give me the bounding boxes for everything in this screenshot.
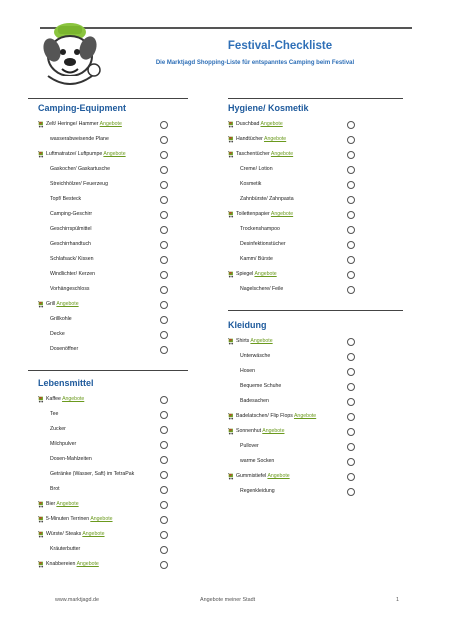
- item-text: Geschirrspülmittel: [50, 226, 92, 232]
- checkbox-circle[interactable]: [160, 226, 168, 234]
- item-label: [46, 557, 99, 572]
- checkbox-circle[interactable]: [160, 136, 168, 144]
- shopping-cart-icon: [38, 561, 45, 568]
- item-label: [46, 527, 105, 542]
- checklist-item: [38, 527, 178, 542]
- section-title-hygiene: Hygiene/ Kosmetik: [228, 103, 309, 113]
- offers-link[interactable]: Angebote: [267, 473, 290, 479]
- checkbox-circle[interactable]: [160, 441, 168, 449]
- checkbox-circle[interactable]: [160, 456, 168, 464]
- shopping-cart-icon: [38, 516, 45, 523]
- item-label: [50, 312, 72, 327]
- item-label: [240, 484, 275, 499]
- item-label: [46, 117, 122, 132]
- item-label: [50, 162, 110, 177]
- item-text: Kamm/ Bürste: [240, 256, 273, 262]
- checklist-item: [38, 327, 178, 342]
- section-title-camping: Camping-Equipment: [38, 103, 126, 113]
- checkbox-circle[interactable]: [160, 121, 168, 129]
- offers-link[interactable]: Angebote: [82, 531, 105, 537]
- item-label: [50, 407, 58, 422]
- item-text: Grill: [46, 301, 56, 307]
- checkbox-circle[interactable]: [347, 473, 355, 481]
- item-text: Bequeme Schuhe: [240, 383, 282, 389]
- item-text: Trockenshampoo: [240, 226, 280, 232]
- item-label: [240, 394, 269, 409]
- checklist-item: [228, 484, 373, 499]
- checkbox-circle[interactable]: [160, 256, 168, 264]
- item-text: Schlafsack/ Kissen: [50, 256, 94, 262]
- checklist-item: [228, 334, 373, 349]
- item-text: Tee: [50, 411, 59, 417]
- checklist-item: [38, 222, 178, 237]
- item-text: Dosen-Mahlzeiten: [50, 456, 92, 462]
- item-label: [240, 379, 281, 394]
- item-label: [240, 162, 273, 177]
- checkbox-circle[interactable]: [160, 166, 168, 174]
- checklist-item: [38, 267, 178, 282]
- checkbox-circle[interactable]: [347, 443, 355, 451]
- checklist-item: [228, 424, 373, 439]
- shopping-cart-icon: [228, 211, 235, 218]
- checklist-item: [38, 132, 178, 147]
- checklist-item: [228, 177, 373, 192]
- checkbox-circle[interactable]: [160, 471, 168, 479]
- checklist-item: [228, 469, 373, 484]
- checkbox-circle[interactable]: [160, 531, 168, 539]
- checklist-item: [228, 147, 373, 162]
- section-title-lebensmittel: Lebensmittel: [38, 378, 94, 388]
- checkbox-circle[interactable]: [160, 316, 168, 324]
- item-label: [50, 222, 92, 237]
- item-label: [236, 409, 316, 424]
- item-text: wasserabweisende Plane: [50, 136, 109, 142]
- offers-link[interactable]: Angebote: [76, 561, 99, 567]
- shopping-cart-icon: [38, 151, 45, 158]
- item-label: [240, 282, 283, 297]
- offers-link[interactable]: Angebote: [263, 136, 287, 142]
- checkbox-circle[interactable]: [160, 286, 168, 294]
- section-rule-lebensmittel: [28, 370, 188, 371]
- checkbox-circle[interactable]: [347, 166, 355, 174]
- checkbox-circle[interactable]: [347, 211, 355, 219]
- offers-link[interactable]: Angebote: [270, 151, 294, 157]
- item-label: [50, 422, 66, 437]
- checklist-item: [38, 497, 178, 512]
- footer-left[interactable]: www.marktjagd.de: [55, 597, 100, 603]
- item-label: [50, 452, 92, 467]
- item-text: Camping-Geschirr: [50, 211, 93, 217]
- checkbox-circle[interactable]: [347, 151, 355, 159]
- checklist-item: [38, 252, 178, 267]
- checkbox-circle[interactable]: [347, 353, 355, 361]
- checklist-item: [228, 394, 373, 409]
- item-text: Bier: [46, 501, 56, 507]
- offers-link[interactable]: Angebote: [56, 301, 79, 307]
- item-text: Duschbad: [236, 121, 260, 127]
- item-text: Pullover: [240, 443, 259, 449]
- checkbox-circle[interactable]: [347, 488, 355, 496]
- item-text: Unterwäsche: [240, 353, 271, 359]
- item-label: [236, 334, 273, 349]
- offers-link[interactable]: Angebote: [62, 396, 85, 402]
- checklist-item: [38, 147, 178, 162]
- shopping-cart-icon: [228, 121, 235, 128]
- section-rule-kleidung: [228, 310, 403, 311]
- item-label: [50, 252, 94, 267]
- item-label: [50, 237, 91, 252]
- shopping-cart-icon: [228, 338, 235, 345]
- item-text: Luftmatratze/ Luftpumpe: [46, 151, 103, 157]
- checklist-item: [228, 252, 373, 267]
- item-label: [50, 267, 95, 282]
- section-rule-camping: [28, 98, 188, 99]
- checklist-item: [38, 312, 178, 327]
- item-text: Zahnbürste/ Zahnpasta: [240, 196, 294, 202]
- item-text: Desinfektionstücher: [240, 241, 286, 247]
- checklist-item: [38, 422, 178, 437]
- item-text: Topf/ Besteck: [50, 196, 82, 202]
- checklist-item: [38, 512, 178, 527]
- item-label: [240, 177, 261, 192]
- checkbox-circle[interactable]: [160, 181, 168, 189]
- item-label: [50, 192, 81, 207]
- item-label: [46, 497, 79, 512]
- checkbox-circle[interactable]: [347, 286, 355, 294]
- checklist-item: [38, 237, 178, 252]
- checkbox-circle[interactable]: [160, 411, 168, 419]
- section-lebensmittel: [38, 378, 178, 572]
- checkbox-circle[interactable]: [347, 136, 355, 144]
- checkbox-circle[interactable]: [160, 241, 168, 249]
- item-label: [240, 222, 280, 237]
- footer-page-number: 1: [396, 597, 399, 603]
- item-label: [240, 349, 270, 364]
- checkbox-circle[interactable]: [160, 151, 168, 159]
- checklist-item: [38, 557, 178, 572]
- offers-link[interactable]: Angebote: [103, 151, 126, 157]
- offers-link[interactable]: Angebote: [99, 121, 122, 127]
- offers-link[interactable]: Angebote: [254, 271, 277, 277]
- checklist-item: [38, 297, 178, 312]
- checkbox-circle[interactable]: [160, 546, 168, 554]
- checkbox-circle[interactable]: [347, 368, 355, 376]
- item-label: [236, 117, 283, 132]
- item-label: [50, 482, 60, 497]
- item-label: [50, 467, 134, 482]
- item-text: Handtücher: [236, 136, 263, 142]
- page-subtitle: Die Marktjagd Shopping-Liste für entspanntes Camping beim Festival: [155, 60, 355, 66]
- item-label: [236, 207, 293, 222]
- shopping-cart-icon: [38, 531, 45, 538]
- checklist-item: [38, 392, 178, 407]
- checkbox-circle[interactable]: [347, 338, 355, 346]
- item-label: [46, 512, 113, 527]
- checkbox-circle[interactable]: [160, 501, 168, 509]
- checkbox-circle[interactable]: [347, 398, 355, 406]
- checklist-item: [228, 364, 373, 379]
- checkbox-circle[interactable]: [160, 516, 168, 524]
- checkbox-circle[interactable]: [160, 211, 168, 219]
- shopping-cart-icon: [38, 121, 45, 128]
- item-text: Würste/ Steaks: [46, 531, 82, 537]
- checkbox-circle[interactable]: [347, 428, 355, 436]
- checklist-item: [228, 207, 373, 222]
- item-label: [50, 542, 80, 557]
- item-text: Zelt/ Heringe/ Hammer: [46, 121, 99, 127]
- item-text: Toilettenpapier: [236, 211, 270, 217]
- item-label: [240, 454, 274, 469]
- item-text: Nagelschere/ Feile: [240, 286, 284, 292]
- item-text: Milchpulver: [50, 441, 77, 447]
- checklist-item: [38, 482, 178, 497]
- item-text: Vorhängeschloss: [50, 286, 90, 292]
- checklist-item: [228, 132, 373, 147]
- item-text: Dosenöffner: [50, 346, 79, 352]
- section-hygiene: [228, 103, 373, 297]
- checklist-item: [228, 237, 373, 252]
- checkbox-circle[interactable]: [347, 383, 355, 391]
- item-text: Brot: [50, 486, 60, 492]
- item-label: [46, 297, 79, 312]
- item-text: 5-Minuten Terrinen: [46, 516, 90, 522]
- item-label: [240, 192, 294, 207]
- checkbox-circle[interactable]: [347, 241, 355, 249]
- checklist-item: [228, 439, 373, 454]
- item-label: [236, 424, 284, 439]
- shopping-cart-icon: [38, 301, 45, 308]
- checkbox-circle[interactable]: [347, 271, 355, 279]
- checkbox-circle[interactable]: [347, 458, 355, 466]
- checklist-item: [228, 379, 373, 394]
- item-text: Knabbereien: [46, 561, 76, 567]
- footer-center: Angebote meiner Stadt: [200, 597, 256, 603]
- checklist-item: [228, 409, 373, 424]
- item-text: warme Socken: [240, 458, 275, 464]
- item-label: [240, 252, 273, 267]
- item-label: [240, 237, 286, 252]
- marktjagd-mascot-logo: [28, 14, 114, 94]
- item-text: Kosmetik: [240, 181, 262, 187]
- checkbox-circle[interactable]: [347, 181, 355, 189]
- item-label: [50, 437, 76, 452]
- checklist-item: [38, 342, 178, 357]
- checkbox-circle[interactable]: [347, 226, 355, 234]
- item-text: Regenkleidung: [240, 488, 275, 494]
- shopping-cart-icon: [38, 396, 45, 403]
- checkbox-circle[interactable]: [347, 256, 355, 264]
- item-text: Zucker: [50, 426, 66, 432]
- checkbox-circle[interactable]: [160, 271, 168, 279]
- item-text: Decke: [50, 331, 65, 337]
- item-label: [46, 392, 84, 407]
- shopping-cart-icon: [228, 271, 235, 278]
- page-title: Festival-Checkliste: [227, 40, 333, 52]
- offers-link[interactable]: Angebote: [293, 413, 317, 419]
- item-label: [236, 469, 290, 484]
- offers-link[interactable]: Angebote: [270, 211, 294, 217]
- item-text: Creme/ Lotion: [240, 166, 273, 172]
- checkbox-circle[interactable]: [347, 121, 355, 129]
- offers-link[interactable]: Angebote: [262, 428, 285, 434]
- checklist-item: [38, 467, 178, 482]
- checklist-item: [38, 407, 178, 422]
- shopping-cart-icon: [228, 428, 235, 435]
- item-label: [50, 282, 90, 297]
- checklist-item: [228, 162, 373, 177]
- item-label: [236, 132, 286, 147]
- item-text: Geschirrhandtuch: [50, 241, 91, 247]
- item-text: Getränke (Wasser, Saft) im TetraPak: [50, 471, 135, 477]
- checklist-item: [228, 349, 373, 364]
- checklist-item: [38, 452, 178, 467]
- checkbox-circle[interactable]: [347, 413, 355, 421]
- checklist-item: [38, 207, 178, 222]
- offers-link[interactable]: Angebote: [90, 516, 113, 522]
- item-text: Hosen: [240, 368, 255, 374]
- item-text: Kaffee: [46, 396, 61, 402]
- checklist-item: [228, 267, 373, 282]
- item-text: Sonnenhut: [236, 428, 262, 434]
- checklist-item: [228, 222, 373, 237]
- item-label: [50, 342, 78, 357]
- offers-link[interactable]: Angebote: [260, 121, 283, 127]
- section-rule-hygiene: [228, 98, 403, 99]
- shopping-cart-icon: [228, 136, 235, 143]
- shopping-cart-icon: [228, 473, 235, 480]
- checkbox-circle[interactable]: [160, 486, 168, 494]
- item-text: Badesachen: [240, 398, 269, 404]
- checkbox-circle[interactable]: [160, 331, 168, 339]
- section-camping: [38, 103, 178, 357]
- item-label: [50, 327, 65, 342]
- item-text: Kräuterbutter: [50, 546, 81, 552]
- item-label: [236, 147, 293, 162]
- item-text: Taschentücher: [236, 151, 270, 157]
- item-text: Streichhölzer/ Feuerzeug: [50, 181, 108, 187]
- item-label: [240, 439, 259, 454]
- checklist-item: [38, 177, 178, 192]
- checklist-item: [38, 282, 178, 297]
- checklist-item: [228, 192, 373, 207]
- checkbox-circle[interactable]: [160, 426, 168, 434]
- section-kleidung: [228, 320, 373, 499]
- checklist-item: [228, 454, 373, 469]
- item-label: [50, 132, 109, 147]
- item-text: Badelatschen/ Flip Flops: [236, 413, 293, 419]
- checklist-item: [228, 117, 373, 132]
- item-text: Grillkohle: [50, 316, 72, 322]
- checkbox-circle[interactable]: [160, 196, 168, 204]
- checklist-item: [38, 437, 178, 452]
- checklist-item: [38, 542, 178, 557]
- item-text: Gaskocher/ Gaskartusche: [50, 166, 110, 172]
- offers-link[interactable]: Angebote: [250, 338, 273, 344]
- checklist-item: [38, 117, 178, 132]
- item-text: Shirts: [236, 338, 250, 344]
- item-text: Gummistiefel: [236, 473, 267, 479]
- checkbox-circle[interactable]: [347, 196, 355, 204]
- offers-link[interactable]: Angebote: [56, 501, 79, 507]
- shopping-cart-icon: [228, 151, 235, 158]
- item-label: [240, 364, 255, 379]
- item-label: [46, 147, 126, 162]
- shopping-cart-icon: [228, 413, 235, 420]
- checkbox-circle[interactable]: [160, 301, 168, 309]
- section-title-kleidung: Kleidung: [228, 320, 267, 330]
- item-text: Windlichter/ Kerzen: [50, 271, 95, 277]
- item-label: [236, 267, 277, 282]
- shopping-cart-icon: [38, 501, 45, 508]
- checklist-item: [38, 162, 178, 177]
- item-label: [50, 207, 92, 222]
- checklist-item: [228, 282, 373, 297]
- item-text: Spiegel: [236, 271, 254, 277]
- checkbox-circle[interactable]: [160, 346, 168, 354]
- item-label: [50, 177, 108, 192]
- checkbox-circle[interactable]: [160, 561, 168, 569]
- checklist-item: [38, 192, 178, 207]
- checkbox-circle[interactable]: [160, 396, 168, 404]
